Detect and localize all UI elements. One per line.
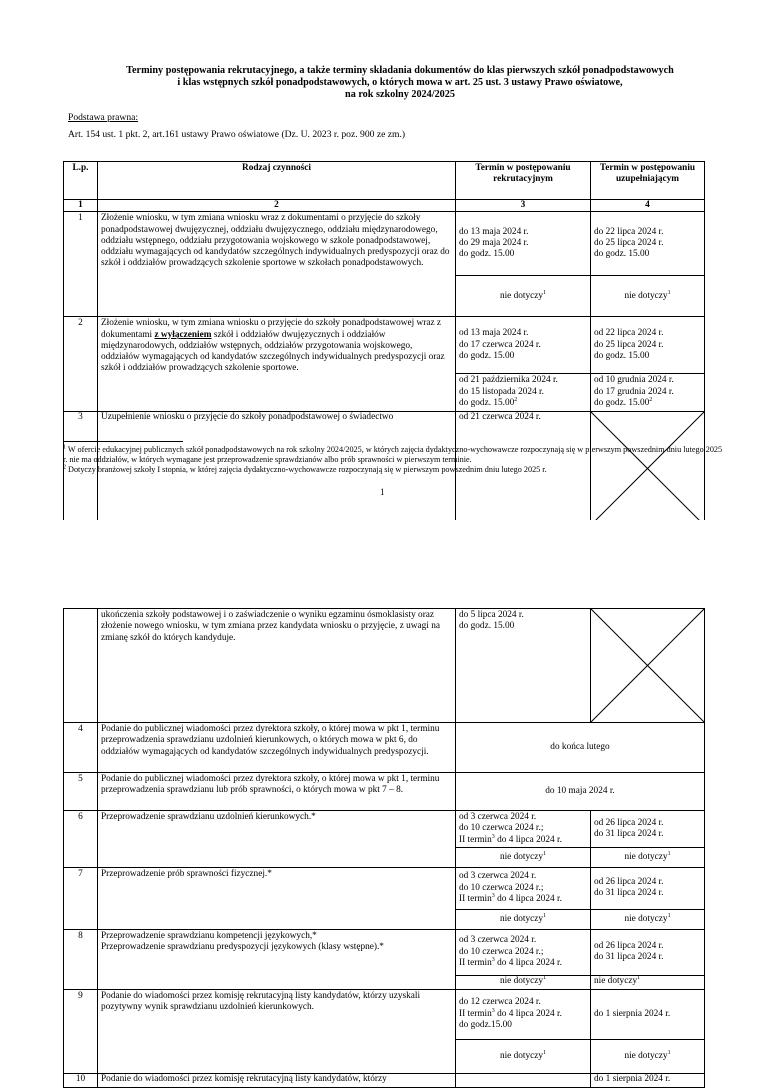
activity-10: Podanie do wiadomości przez komisję rekrutacyjną listy kandydatów, którzy [98,1073,456,1087]
table-row-6: 6 Przeprowadzenie sprawdzianu uzdolnień kierunkowych.* od 3 czerwca 2024 r. do 10 czerwca 2024 r.; II termin$^3$ do 4 lipca 2024 r. od 26 lipca 2024 r. do 31 lipca 2024 r. [64,811,705,848]
page-1 [0,0,768,520]
page-gap [0,520,768,610]
table-row-5: 5 Podanie do publicznej wiadomości przez dyrektora szkoły, o której mowa w pkt 1, terminu przeprowadzenia sprawdzianu lub prób sprawności, o których mowa w pkt 7 – 8. do 10 maja 2024 r. [64,773,705,811]
term-main-9a: do 12 czerwca 2024 r. II termin$^3$ do 4 lipca 2024 r. do godz.15.00 [456,989,591,1039]
legal-basis-text: Art. 154 ust. 1 pkt. 2, art.161 ustawy Prawo oświatowe (Dz. U. 2023 r. poz. 900 ze zm.) [68,129,406,140]
term-main-8b: nie dotyczy$^1$ [456,975,591,989]
term-supp-8a: od 26 lipca 2024 r. do 31 lipca 2024 r. [591,929,705,975]
activity-7: Przeprowadzenie prób sprawności fizycznej.* [98,867,456,929]
header-term-supp: Termin w postępowaniu uzupełniającym [591,162,705,200]
cross-icon [591,609,704,722]
term-supp-6b: nie dotyczy$^1$ [591,847,705,867]
table-row-7: 7 Przeprowadzenie prób sprawności fizycznej.* od 3 czerwca 2024 r. do 10 czerwca 2024 r.; II termin$^3$ do 4 lipca 2024 r. od 26 lipca 2024 r. do 31 lipca 2024 r. [64,867,705,909]
footnote-1: $^1$ W ofercie edukacyjnej publicznych szkół ponadpodstawowych na rok szkolny 2024/2025, w których zajęcia dydaktyczno-wychowawcze rozpoczynają się w pierwszym powszednim dniu lutego 2025 r. nie ma oddziałów, w których wymagane jest przeprowadzenie sprawdzianów albo prób sprawności w pierwszym terminie. [63,444,723,464]
activity-4: Podanie do publicznej wiadomości przez dyrektora szkoły, o której mowa w pkt 1, terminu przeprowadzenia sprawdzianu uzdolnień kierunkowych, o których mowa w pkt 6, do oddziałów wymagających od kandydatów szczególnych indywidualnych predyspozycji. [98,723,456,773]
term-supp-9a: do 1 sierpnia 2024 r. [591,989,705,1039]
activity-2: Złożenie wniosku, w tym zmiana wniosku o przyjęcie do szkoły ponadpodstawowej wraz z dokumentami z wyłączeniem szkół i oddziałów dwujęzycznych i oddziałów międzynarodowych, oddziałów wstępnych, oddziałów przygotowania wojskowego, oddziałów wymagających od kandydatów szczególnych indywidualnych predyspozycji oraz szkół i oddziałów prowadzących szkolenie sportowe. [98,317,456,412]
term-main-2b: od 21 października 2024 r. do 15 listopada 2024 r. do godz. 15.00$^2$ [456,374,591,412]
header-activity: Rodzaj czynności [98,162,456,200]
activity-5: Podanie do publicznej wiadomości przez dyrektora szkoły, o której mowa w pkt 1, terminu przeprowadzenia sprawdzianu lub prób sprawności, o których mowa w pkt 7 – 8. [98,773,456,811]
table-row-4: 4 Podanie do publicznej wiadomości przez dyrektora szkoły, o której mowa w pkt 1, terminu przeprowadzenia sprawdzianu uzdolnień kierunkowych, o których mowa w pkt 6, do oddziałów wymagających od kandydatów szczególnych indywidualnych predyspozycji. do końca lutego [64,723,705,773]
table-row-3-cont [64,609,705,723]
footnote-2: $^2$ Dotyczy branżowej szkoły I stopnia, w której zajęcia dydaktyczno-wychowawcze rozpoczynają się w pierwszym powszednim dniu lutego 2025 r. [63,464,547,474]
activity-9: Podanie do wiadomości przez komisję rekrutacyjną listy kandydatów, którzy uzyskali pozytywny wynik sprawdzianu uzdolnień kierunkowych. [98,989,456,1073]
table-row-8: 8 Przeprowadzenie sprawdzianu kompetencji językowych,* Przeprowadzenie sprawdzianu predyspozycji językowych (klasy wstępne).* od 3 czerwca 2024 r. do 10 czerwca 2024 r.; II termin$^3$ do 4 lipca 2024 r. od 26 lipca 2024 r. do 31 lipca 2024 r. [64,929,705,975]
term-main-7b: nie dotyczy$^1$ [456,909,591,929]
term-main-3-part-2: do 5 lipca 2024 r. do godz. 15.00 [456,609,591,723]
term-main-10 [456,1073,591,1087]
term-main-2a: od 13 maja 2024 r. do 17 czerwca 2024 r. do godz. 15.00 [456,317,591,374]
term-main-9b: nie dotyczy$^1$ [456,1039,591,1073]
term-supp-1b: nie dotyczy$^1$ [591,276,705,317]
column-number-row: 1 2 3 4 [64,200,705,212]
crossed-cell [591,609,705,723]
term-supp-2a: od 22 lipca 2024 r. do 25 lipca 2024 r. do godz. 15.00 [591,317,705,374]
term-main-3-part-1: od 21 czerwca 2024 r. [456,412,591,526]
term-4: do końca lutego [456,723,705,773]
header-lp: L.p. [64,162,98,200]
table-row-10: 10 Podanie do wiadomości przez komisję rekrutacyjną listy kandydatów, którzy do 1 sierpnia 2024 r. [64,1073,705,1087]
term-supp-9b: nie dotyczy$^1$ [591,1039,705,1073]
activity-3-part-2: ukończenia szkoły podstawowej i o zaświadczenie o wyniku egzaminu ósmoklasisty oraz złożenie nowego wniosku, w tym zmiana przez kandydata wniosku o przyjęcie, z uwagi na zmianę szkół do których kandyduje. [98,609,456,723]
activity-1: Złożenie wniosku, w tym zmiana wniosku wraz z dokumentami o przyjęcie do szkoły ponadpodstawowej dwujęzycznej, oddziału dwujęzycznego, oddziału międzynarodowego, oddziału wstępnego, oddziału przygotowania wojskowego w szkole ponadpodstawowej, oddziału wymagających od kandydatów szczególnych indywidualnych predyspozycji oraz do szkół i oddziałów prowadzących szkolenie sportowe w szkołach ponadpodstawowych. [98,212,456,317]
term-supp-1a: do 22 lipca 2024 r. do 25 lipca 2024 r. do godz. 15.00 [591,212,705,276]
table-row-2: 2 Złożenie wniosku, w tym zmiana wniosku o przyjęcie do szkoły ponadpodstawowej wraz z dokumentami z wyłączeniem szkół i oddziałów dwujęzycznych i oddziałów międzynarodowych, oddziałów wstępnych, oddziałów przygotowania wojskowego, oddziałów wymagających od kandydatów szczególnych indywidualnych predyspozycji oraz szkół i oddziałów prowadzących szkolenie sportowe. od 13 maja 2024 r. do 17 czerwca 2024 r. do godz. 15.00 od 22 lipca 2024 r. do 25 lipca 2024 r. do godz. 15.00 [64,317,705,374]
term-main-8a: od 3 czerwca 2024 r. do 10 czerwca 2024 r.; II termin$^3$ do 4 lipca 2024 r. [456,929,591,975]
term-supp-6a: od 26 lipca 2024 r. do 31 lipca 2024 r. [591,811,705,848]
footnotes [63,445,723,475]
table-row-1: 1 Złożenie wniosku, w tym zmiana wniosku wraz z dokumentami o przyjęcie do szkoły ponadpodstawowej dwujęzycznej, oddziału dwujęzycznego, oddziału międzynarodowego, oddziału wstępnego, oddziału przygotowania wojskowego w szkole ponadpodstawowej, oddziału wymagających od kandydatów szczególnych indywidualnych predyspozycji oraz do szkół i oddziałów prowadzących szkolenie sportowe w szkołach ponadpodstawowych. do 13 maja 2024 r. do 29 maja 2024 r. do godz. 15.00 do 22 lipca 2024 r. do 25 lipca 2024 r. do godz. 15.00 [64,212,705,276]
header-term-main: Termin w postępowaniu rekrutacyjnym [456,162,591,200]
legal-basis-label: Podstawa prawna: [68,112,139,123]
table-row-3: 3 Uzupełnienie wniosku o przyjęcie do szkoły ponadpodstawowej o świadectwo od 21 czerwca 2024 r. [64,412,705,526]
activity-3-part-1: Uzupełnienie wniosku o przyjęcie do szkoły ponadpodstawowej o świadectwo [98,412,456,526]
table-row-9: 9 Podanie do wiadomości przez komisję rekrutacyjną listy kandydatów, którzy uzyskali pozytywny wynik sprawdzianu uzdolnień kierunkowych. do 12 czerwca 2024 r. II termin$^3$ do 4 lipca 2024 r. do godz.15.00 do 1 sierpnia 2024 r. [64,989,705,1039]
term-supp-7b: nie dotyczy$^1$ [591,909,705,929]
term-5: do 10 maja 2024 r. [456,773,705,811]
term-main-6a: od 3 czerwca 2024 r. do 10 czerwca 2024 r.; II termin$^3$ do 4 lipca 2024 r. [456,811,591,848]
activity-6: Przeprowadzenie sprawdzianu uzdolnień kierunkowych.* [98,811,456,868]
footnote-separator [63,441,183,442]
term-main-7a: od 3 czerwca 2024 r. do 10 czerwca 2024 r.; II termin$^3$ do 4 lipca 2024 r. [456,867,591,909]
term-main-1b: nie dotyczy$^1$ [456,276,591,317]
table-header-row [64,162,705,200]
term-main-6b: nie dotyczy$^1$ [456,847,591,867]
schedule-table-part-2 [63,608,705,1088]
term-supp-10: do 1 sierpnia 2024 r. [591,1073,705,1087]
term-main-1a: do 13 maja 2024 r. do 29 maja 2024 r. do godz. 15.00 [456,212,591,276]
activity-8: Przeprowadzenie sprawdzianu kompetencji językowych,* Przeprowadzenie sprawdzianu predyspozycji językowych (klasy wstępne).* [98,929,456,989]
term-supp-8b: nie dotyczy$^1$ [591,975,705,989]
page-number: 1 [380,487,385,497]
term-supp-2b: od 10 grudnia 2024 r. do 17 grudnia 2024 r. do godz. 15.00$^2$ [591,374,705,412]
term-supp-7a: od 26 lipca 2024 r. do 31 lipca 2024 r. [591,867,705,909]
document-title: Terminy postępowania rekrutacyjnego, a także terminy składania dokumentów do klas pierwszych szkół ponadpodstawowych i klas wstępnych szkół ponadpodstawowych, o których mowa w art. 25 ust. 3 ustawy Prawo oświatowe, na rok szkolny 2024/2025 [126,65,674,100]
